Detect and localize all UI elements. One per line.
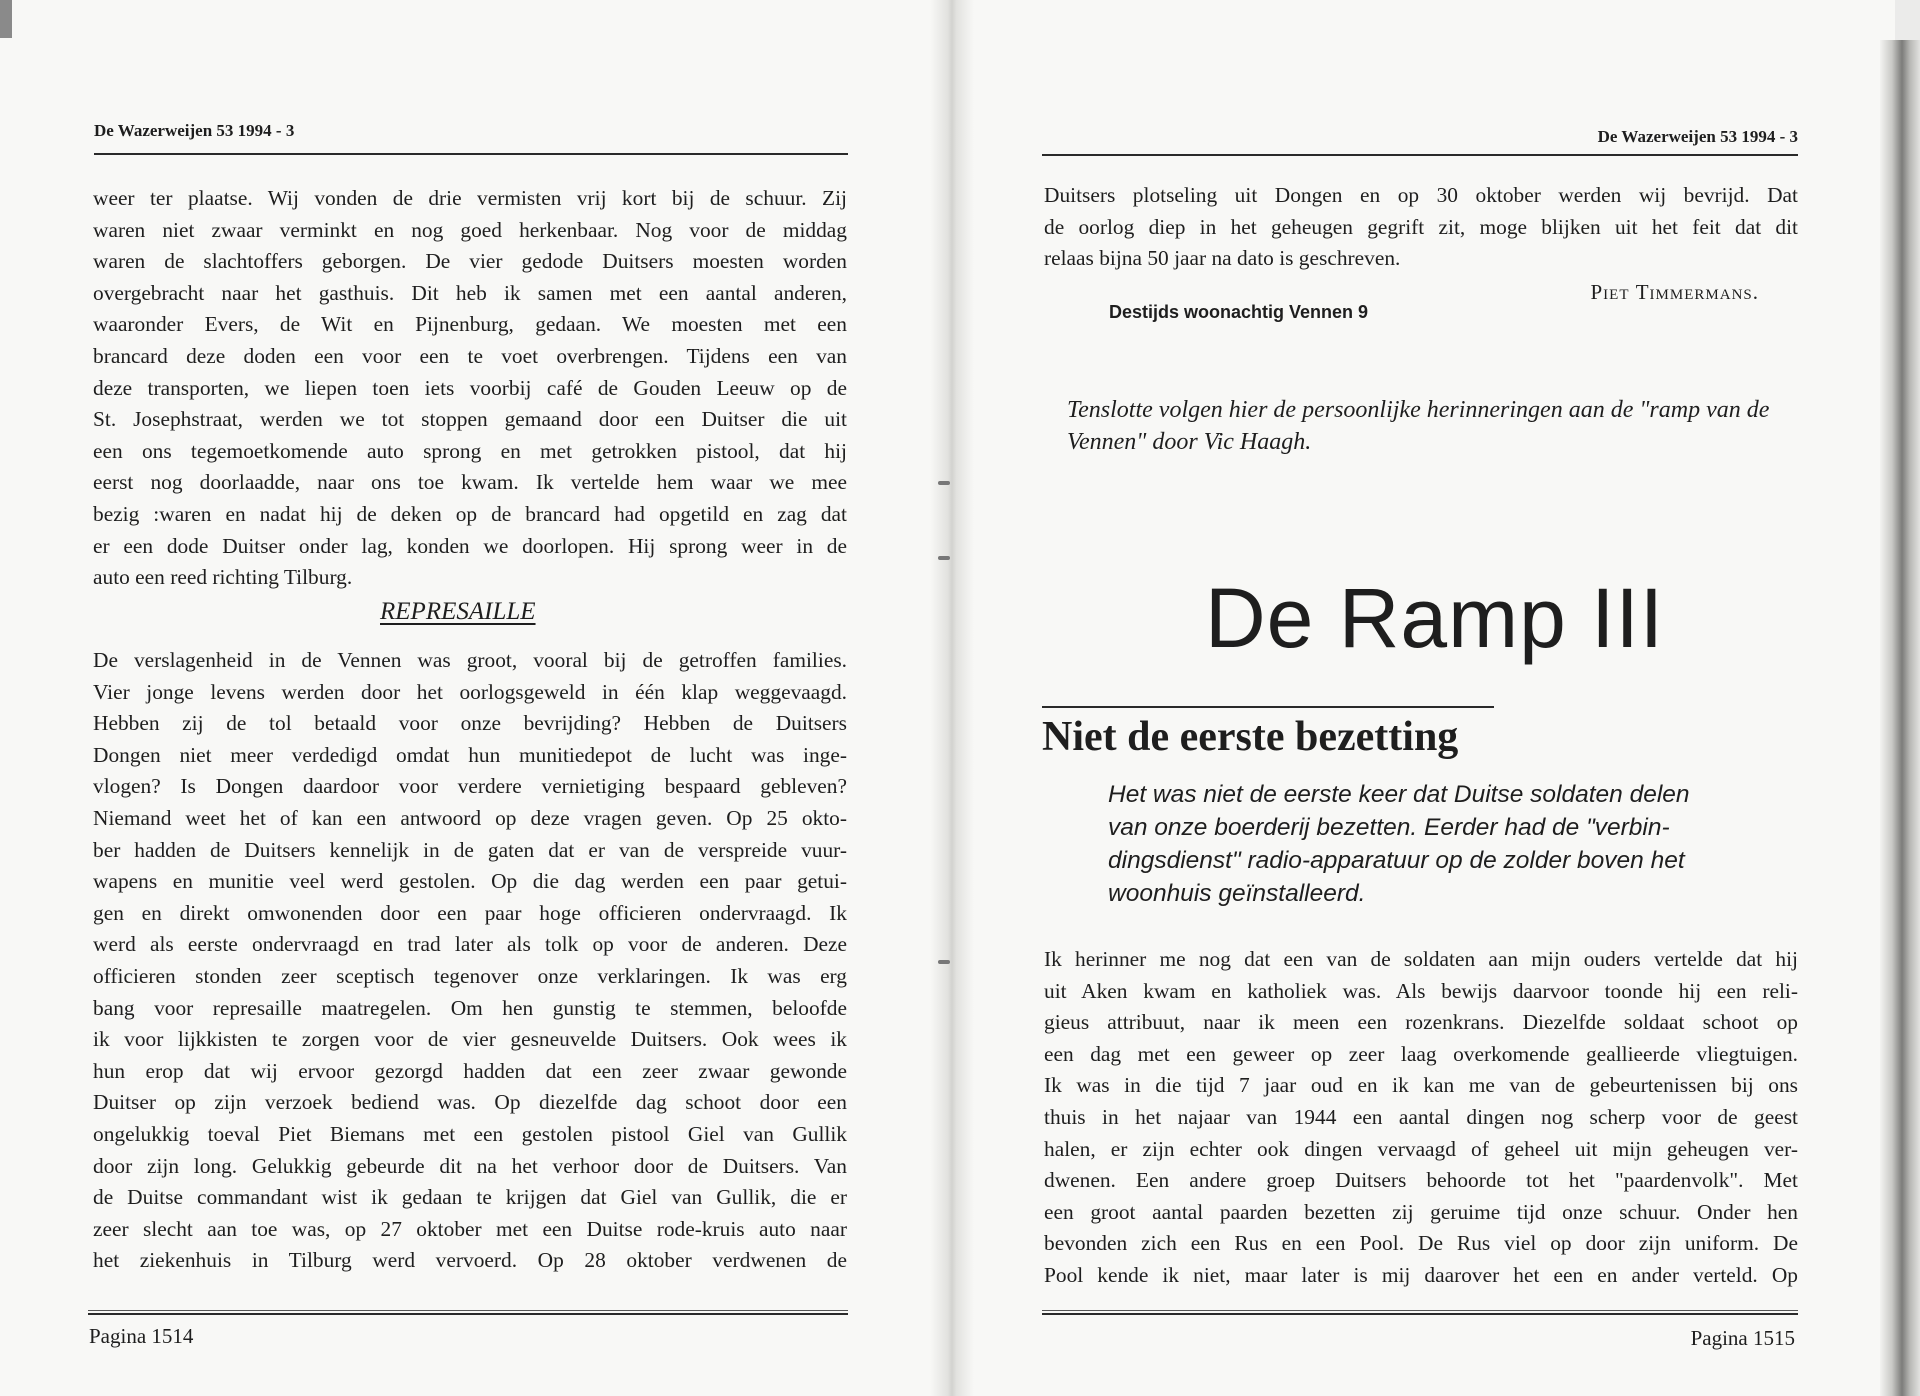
text-line: een dag met een geweer op zeer laag overkomende geallieerde vliegtuigen. xyxy=(1044,1041,1798,1066)
intro-text: Tenslotte volgen hier de persoonlijke herinneringen aan de "ramp van de Vennen" door Vic Haagh. xyxy=(1067,397,1770,455)
left-paragraph-2 xyxy=(93,645,847,1277)
right-paragraph-1 xyxy=(1044,180,1798,275)
footer-rule-left-bold xyxy=(88,1313,848,1315)
text-line: bevonden zich een Rus en een Pool. De Rus viel op door zijn uniform. De xyxy=(1044,1231,1798,1256)
text-line: ongelukkig toeval Piet Biemans met een gestolen pistool Giel van Gullik xyxy=(93,1121,847,1146)
left-paragraph-1 xyxy=(93,183,847,594)
author-residence: Destijds woonachtig Vennen 9 xyxy=(1109,302,1369,322)
text-line: thuis in het najaar van 1944 een aantal dingen nog scherp voor de geest xyxy=(1044,1104,1798,1129)
text-line: waren de slachtoffers geborgen. De vier gedode Duitsers moesten worden xyxy=(93,249,847,274)
text-line: vlogen? Is Dongen daardoor voor verdere vernietiging bespaard gebleven? xyxy=(93,774,847,799)
text-line: gieus attribuut, naar ik meen een rozenkrans. Diezelfde soldaat schoot op xyxy=(1044,1010,1798,1035)
text-line: St. Josephstraat, werden we tot stoppen gemaand door een Duitser die uit xyxy=(93,407,847,432)
text-line: dwenen. Een andere groep Duitsers behoorde tot het "paardenvolk". Met xyxy=(1044,1168,1798,1193)
text-line: eerst nog doorlaadde, naar ons toe kwam. Ik vertelde hem waar we mee xyxy=(93,470,847,495)
text-line: weer ter plaatse. Wij vonden de drie vermisten vrij kort bij de schuur. Zij xyxy=(93,186,847,210)
text-line: Pool kende ik niet, maar later is mij daarover het een en ander verteld. Op xyxy=(1044,1262,1798,1287)
page-number-left: Pagina 1514 xyxy=(89,1324,194,1348)
text-line: Niemand weet het of kan een antwoord op deze vragen geven. Op 25 okto- xyxy=(93,805,847,830)
text-line: er een dode Duitser onder lag, konden we doorlopen. Hij sprong weer in de xyxy=(93,533,847,558)
title-rule xyxy=(1042,706,1494,708)
text-line: De verslagenheid in de Vennen was groot, vooral bij de getroffen families. xyxy=(93,648,847,672)
text-line: waaronder Evers, de Wit en Pijnenburg, gedaan. We moesten met een xyxy=(93,312,847,337)
text-line: een ons tegemoetkomende auto sprong en met getrokken pistool, dat hij xyxy=(93,438,847,463)
page-edge xyxy=(1880,40,1920,1396)
footer-rule-left xyxy=(88,1310,848,1311)
text-line: waren niet zwaar verminkt en nog goed herkenbaar. Nog voor de middag xyxy=(93,217,847,242)
text-line: uit Aken kwam en katholiek was. Als bewijs daarvoor toonde hij een reli- xyxy=(1044,978,1798,1003)
header-rule-left xyxy=(94,153,848,155)
text-line: Ik was in die tijd 7 jaar oud en ik kan me van de gebeurtenissen bij ons xyxy=(1044,1073,1798,1098)
text-line: hun erop dat wij ervoor gezorgd hadden dat een zeer zwaar gewonde xyxy=(93,1058,847,1083)
footer-rule-right xyxy=(1042,1310,1798,1311)
text-line: deze transporten, we liepen toen iets voorbij café de Gouden Leeuw op de xyxy=(93,375,847,400)
right-paragraph-2 xyxy=(1044,944,1798,1292)
text-line: de Duitse commandant wist ik gedaan te krijgen dat Giel van Gullik, die er xyxy=(93,1185,847,1210)
text-line: gen en direkt omwonenden door een paar hoge officieren ondervraagd. Ik xyxy=(93,900,847,925)
article-title: De Ramp III xyxy=(1205,571,1665,665)
header-rule-right xyxy=(1042,154,1798,156)
text-line: een groot aantal paarden bezetten zij geruime tijd onze schuur. Onder hen xyxy=(1044,1199,1798,1224)
text-line: Vier jonge levens werden door het oorlogsgeweld in één klap weggevaagd. xyxy=(93,679,847,704)
gutter-mark xyxy=(938,481,950,485)
lead-line: woonhuis geïnstalleerd. xyxy=(1108,880,1366,907)
lead-line: Het was niet de eerste keer dat Duitse soldaten delen xyxy=(1108,781,1690,808)
lead-line: dingsdienst" radio-apparatuur op de zolder boven het xyxy=(1108,847,1685,874)
footer-rule-right-bold xyxy=(1042,1313,1798,1315)
text-line: Hebben zij de tol betaald voor onze bevrijding? Hebben de Duitsers xyxy=(93,711,847,736)
text-line: halen, er zijn echter ook dingen vervaagd of geheel uit mijn geheugen ver- xyxy=(1044,1136,1798,1161)
text-line: zeer slecht aan toe was, op 27 oktober met een Duitse rode-kruis auto naar xyxy=(93,1216,847,1241)
text-line: overgebracht naar het gasthuis. Dit heb ik samen met een aantal anderen, xyxy=(93,280,847,305)
running-head-left: De Wazerweijen 53 1994 - 3 xyxy=(94,121,295,140)
lead-line: van onze boerderij bezetten. Eerder had de "verbin- xyxy=(1108,814,1670,841)
book-gutter xyxy=(930,0,974,1396)
text-line: ik voor lijkkisten te zorgen voor de vier gesneuvelde Duitsers. Ook wees ik xyxy=(93,1027,847,1052)
gutter-mark xyxy=(938,960,950,964)
text-line: de oorlog diep in het geheugen gegrift zit, moge blijken uit het feit dat dit xyxy=(1044,214,1798,239)
text-line: relaas bijna 50 jaar na dato is geschreven. xyxy=(1044,246,1401,271)
text-line: bang voor represaille maatregelen. Om hen gunstig te stemmen, beloofde xyxy=(93,995,847,1020)
text-line: officieren stonden zeer sceptisch tegenover onze verklaringen. Ik was erg xyxy=(93,963,847,988)
section-heading: REPRESAILLE xyxy=(380,598,536,625)
text-line: werd als eerste ondervraagd en trad later als tolk op voor de anderen. Deze xyxy=(93,932,847,957)
text-line: wapens en munitie veel werd gestolen. Op die dag werden een paar getui- xyxy=(93,869,847,894)
text-line: door zijn long. Gelukkig gebeurde dit na het verhoor door de Duitsers. Van xyxy=(93,1153,847,1178)
signature-first-name: Piet xyxy=(1590,280,1630,304)
text-line: Ik herinner me nog dat een van de soldaten aan mijn ouders vertelde dat hij xyxy=(1044,947,1798,971)
article-subtitle: Niet de eerste bezetting xyxy=(1042,714,1459,760)
text-line: Dongen niet meer verdedigd omdat hun munitiedepot de lucht was inge- xyxy=(93,742,847,767)
lead-paragraph xyxy=(1108,778,1808,910)
gutter-mark xyxy=(938,556,950,560)
scan-corner-mark xyxy=(0,0,12,38)
page-number-right: Pagina 1515 xyxy=(1690,1326,1795,1350)
signature-last-name: Timmermans. xyxy=(1635,280,1759,304)
running-head-right: De Wazerweijen 53 1994 - 3 xyxy=(1597,127,1798,146)
text-line: Duitsers plotseling uit Dongen en op 30 oktober werden wij bevrijd. Dat xyxy=(1044,183,1798,207)
text-line: auto een reed richting Tilburg. xyxy=(93,565,353,590)
author-signature xyxy=(1590,280,1759,305)
text-line: het ziekenhuis in Tilburg werd vervoerd. Op 28 oktober verdwenen de xyxy=(93,1248,847,1273)
text-line: ber hadden de Duitsers kennelijk in de gaten dat er van de verspreide vuur- xyxy=(93,837,847,862)
text-line: Duitser op zijn verzoek bediend was. Op diezelfde dag schoot door een xyxy=(93,1090,847,1115)
text-line: brancard deze doden een voor een te voet overbrengen. Tijdens een van xyxy=(93,343,847,368)
text-line: bezig :waren en nadat hij de deken op de brancard had opgetild en zag dat xyxy=(93,501,847,526)
